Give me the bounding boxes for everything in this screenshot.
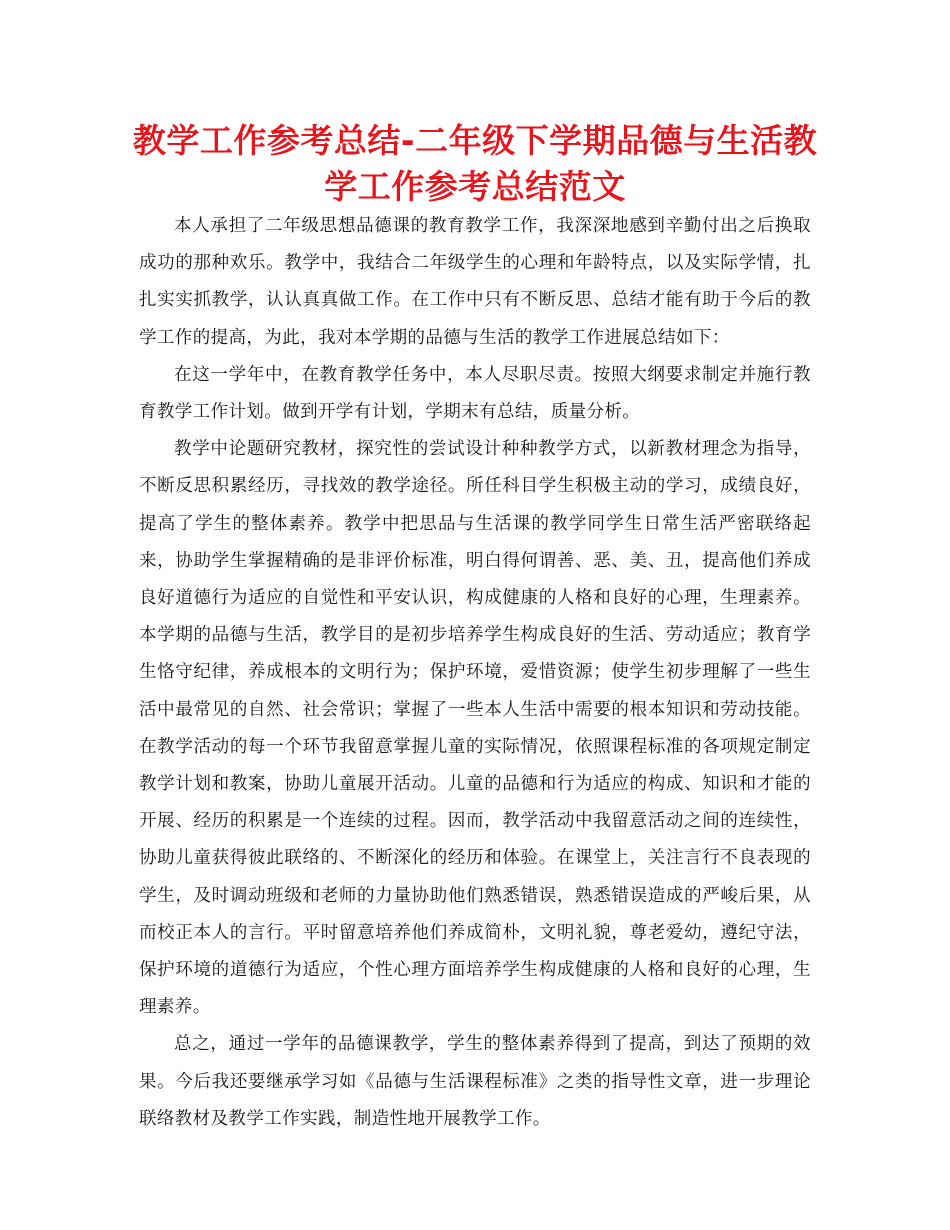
paragraph-teaching: 教学中论题研究教材，探究性的尝试设计种种教学方式，以新教材理念为指导，不断反思积累经历，寻找效的教学途径。所任科目学生积极主动的学习，成绩良好，提高了学生的整体素养。教学中把思品与生活课的教学同学生日常生活严密联络起来，协助学生掌握精确的是非评价标准，明白得何谓善、恶、美、丑，提高他们养成良好道德行为适应的自觉性和平安认识，构成健康的人格和良好的心理，生理素养。本学期的品德与生活，教学目的是初步培养学生构成良好的生活、劳动适应；教育学生恪守纪律，养成根本的文明行为；保护环境，爱惜资源；使学生初步理解了一些生活中最常见的自然、社会常识；掌握了一些本人生活中需要的根本知识和劳动技能。在教学活动的每一个环节我留意掌握儿童的实际情况，依照课程标准的各项规定制定教学计划和教案，协助儿童展开活动。儿童的品德和行为适应的构成、知识和才能的开展、经历的积累是一个连续的过程。因而，教学活动中我留意活动之间的连续性，协助儿童获得彼此联络的、不断深化的经历和体验。在课堂上，关注言行不良表现的学生，及时调动班级和老师的力量协助他们熟悉错误，熟悉错误造成的严峻后果，从而校正本人的言行。平时留意培养他们养成简朴，文明礼貌，尊老爱幼，遵纪守法，保护环境的道德行为适应，个性心理方面培养学生构成健康的人格和良好的心理，生理素养。	[139, 439, 811, 1018]
paragraph-duty: 在这一学年中，在教育教学任务中，本人尽职尽责。按照大纲要求制定并施行教育教学工作计划。做到开学有计划，学期末有总结，质量分析。	[139, 364, 811, 423]
document-body	[139, 208, 811, 1138]
document-title: 教学工作参考总结-二年级下学期品德与生活教学工作参考总结范文	[132, 121, 818, 206]
paragraph-intro: 本人承担了二年级思想品德课的教育教学工作，我深深地感到辛勤付出之后换取成功的那种欢乐。教学中，我结合二年级学生的心理和年龄特点，以及实际学情，扎扎实实抓教学，认认真真做工作。在工作中只有不断反思、总结才能有助于今后的教学工作的提高，为此，我对本学期的品德与生活的教学工作进展总结如下：	[139, 216, 811, 348]
paragraph-conclusion: 总之，通过一学年的品德课教学，学生的整体素养得到了提高，到达了预期的效果。今后我还要继承学习如《品德与生活课程标准》之类的指导性文章，进一步理论联络教材及教学工作实践，制造性地开展教学工作。	[139, 1034, 811, 1129]
